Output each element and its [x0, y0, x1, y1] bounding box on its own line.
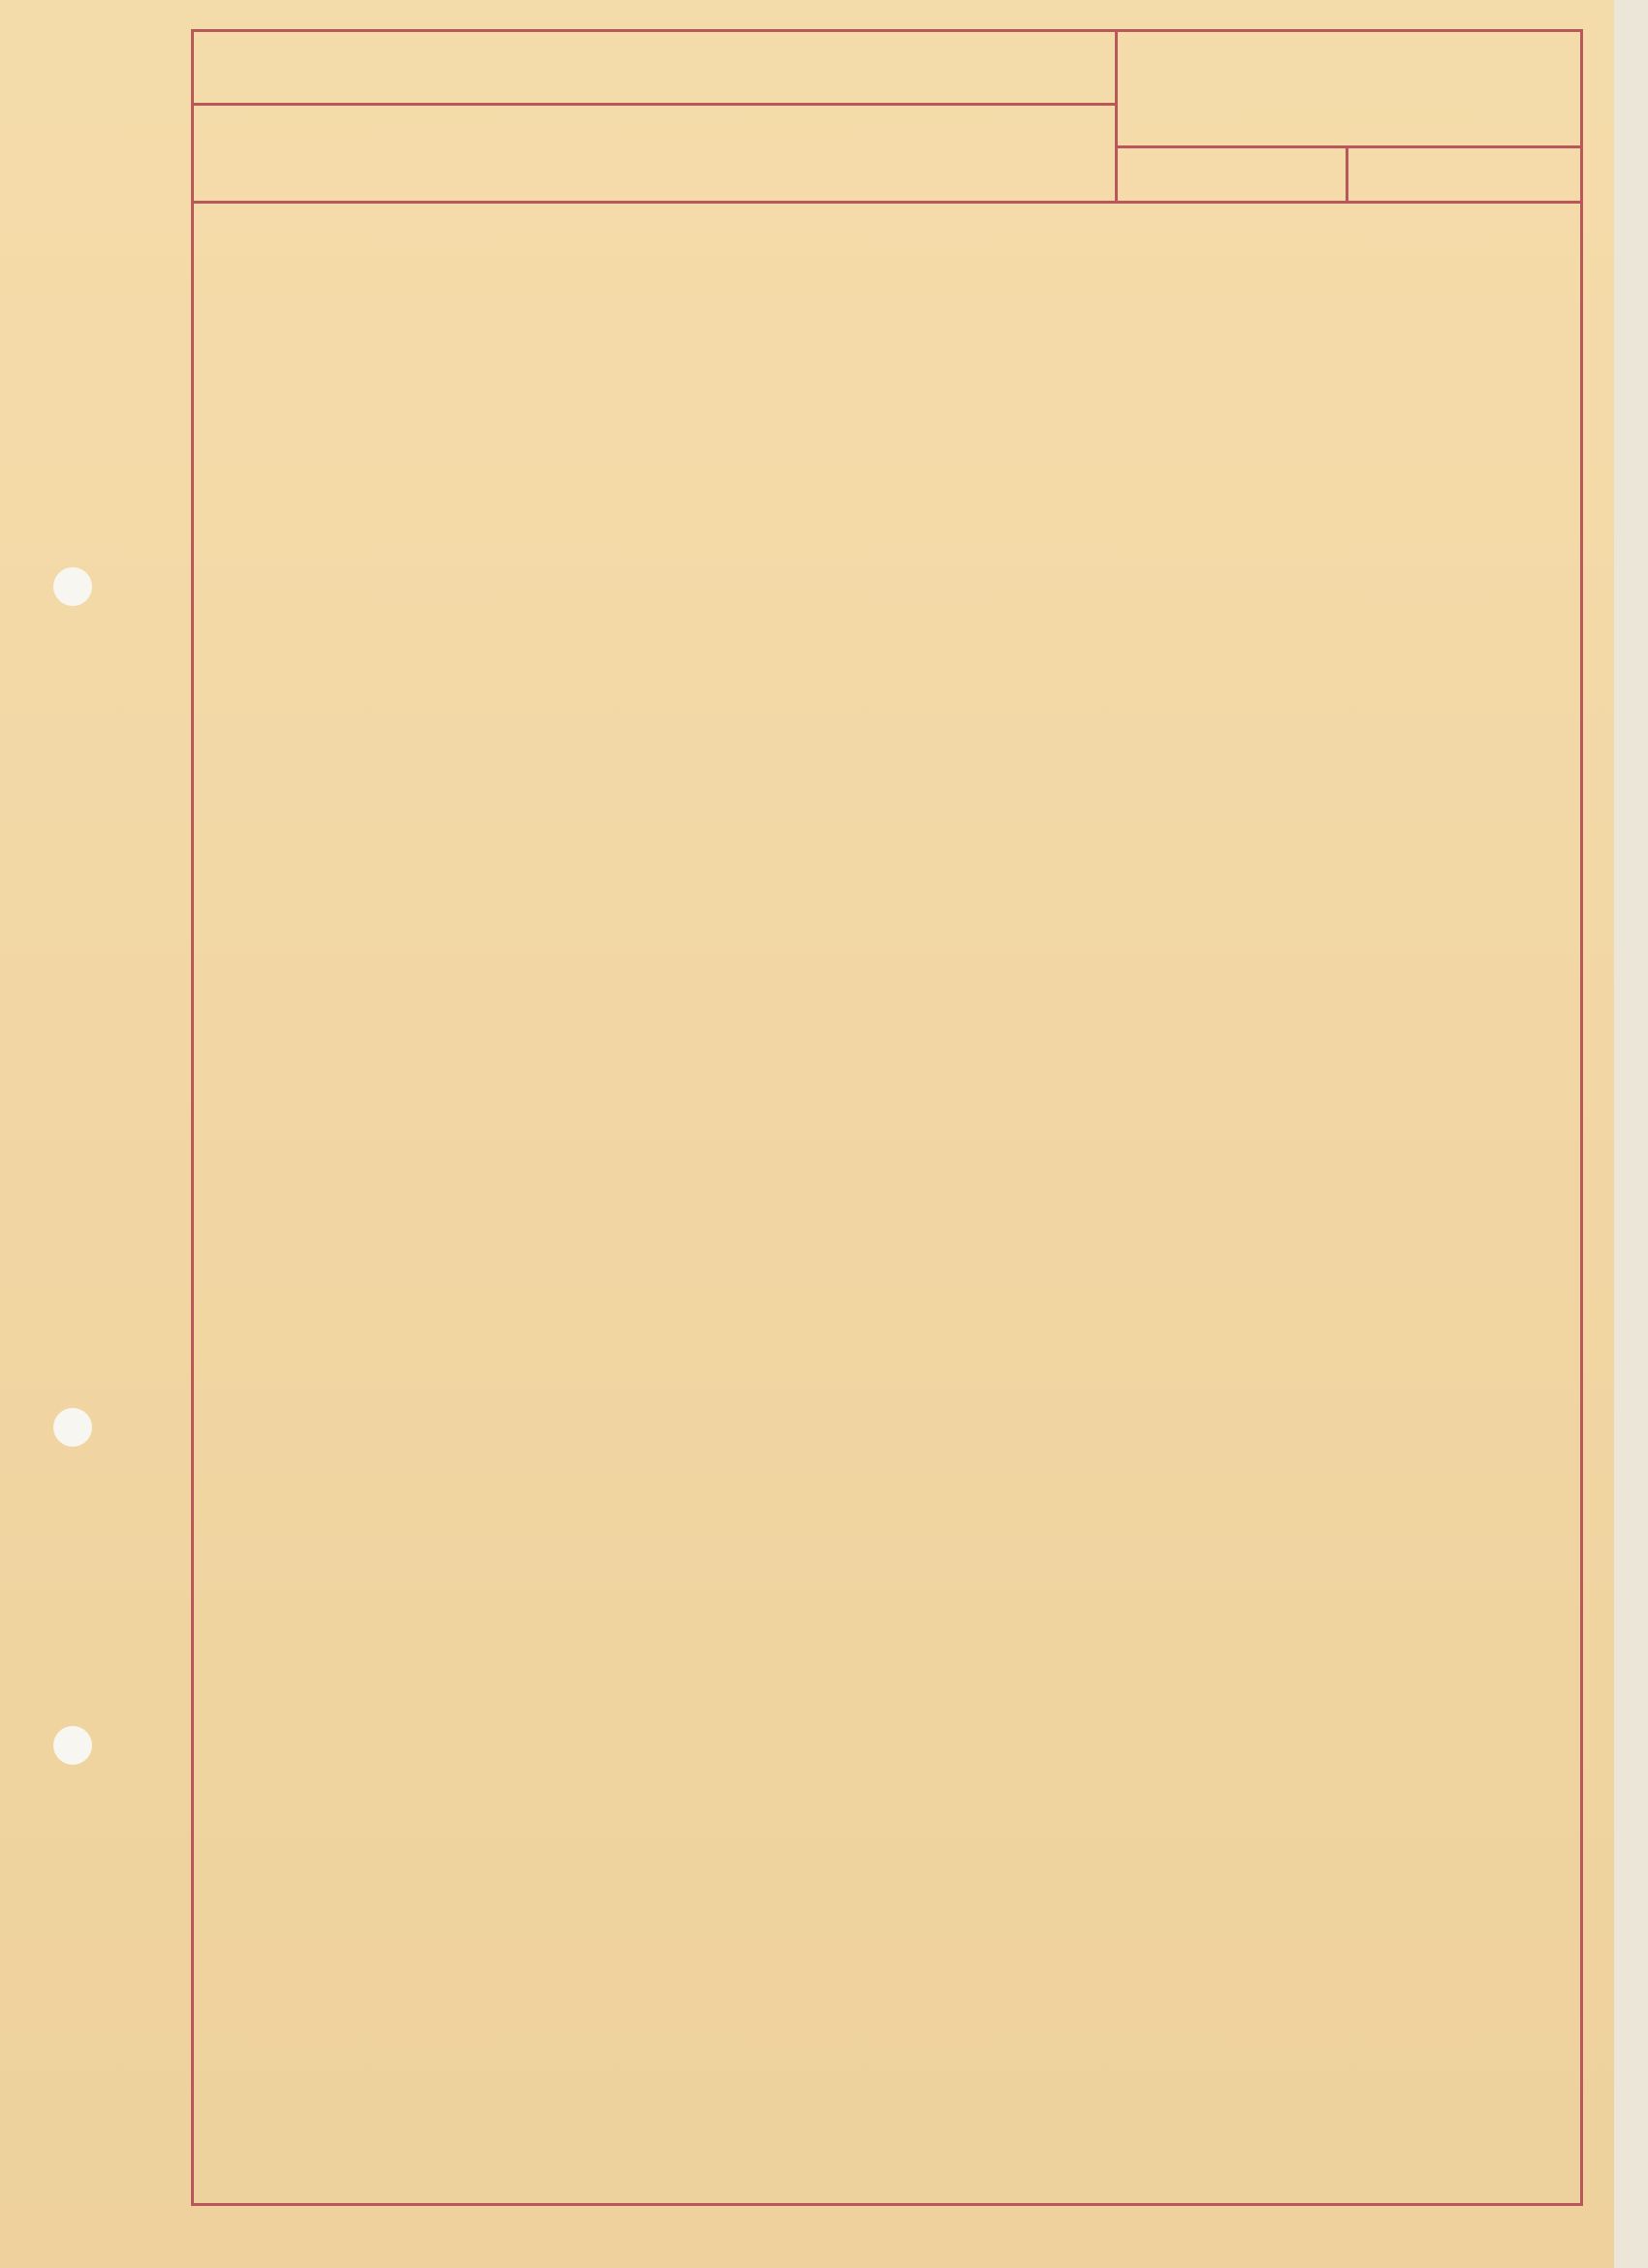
header-divider	[191, 103, 1117, 106]
frame-bottom	[191, 2203, 1583, 2206]
punch-hole	[53, 567, 92, 606]
frame-left	[191, 29, 194, 2206]
header-divider	[1115, 29, 1118, 204]
header-bottom	[191, 201, 1583, 204]
punch-hole	[53, 1408, 92, 1447]
frame-right	[1580, 29, 1583, 2206]
frame-top	[191, 29, 1583, 32]
header-divider	[1346, 145, 1348, 204]
page-edge	[1614, 0, 1648, 2268]
header-divider	[1115, 145, 1583, 148]
punch-hole	[53, 1726, 92, 1765]
